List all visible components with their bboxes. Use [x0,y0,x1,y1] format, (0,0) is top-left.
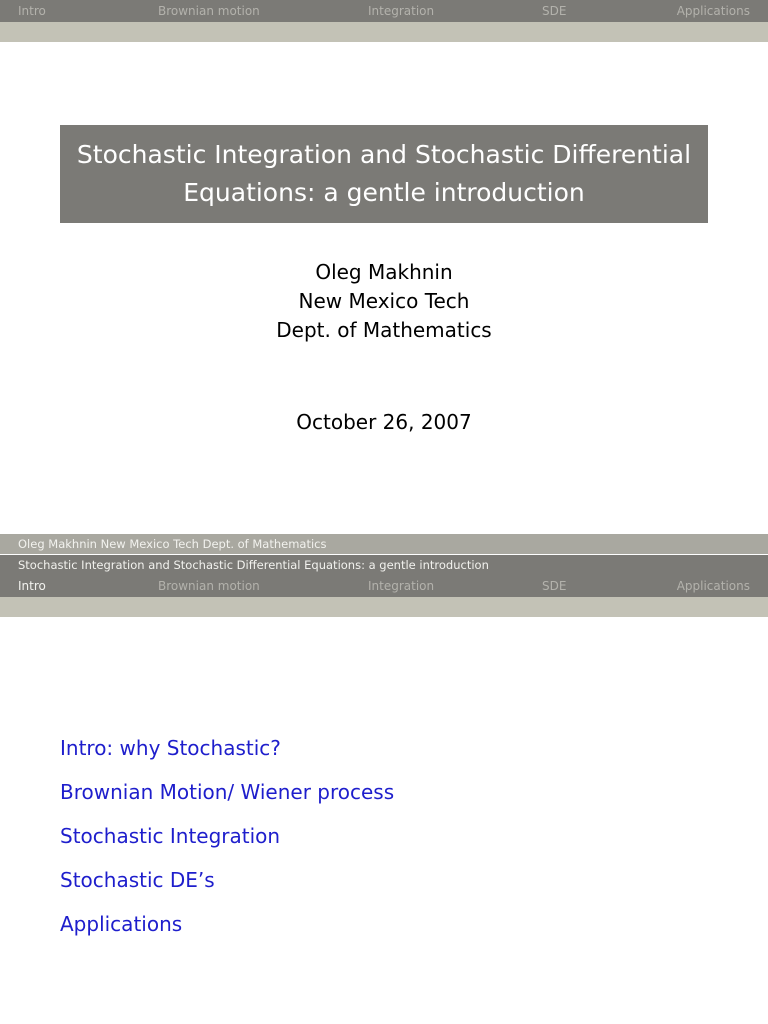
outline-item-stochastic-integration[interactable]: Stochastic Integration [60,824,281,848]
nav-link-integration[interactable]: Integration [368,4,435,18]
author-name: Oleg Makhnin [315,260,453,284]
nav-link-integration[interactable]: Integration [368,579,435,593]
second-slide-navigation-bar [0,575,768,597]
presentation-date: October 26, 2007 [296,410,472,434]
footer-authors: Oleg Makhnin New Mexico Tech Dept. of Mathematics [0,534,768,554]
author-department: Dept. of Mathematics [276,318,492,342]
nav-link-brownian-motion[interactable]: Brownian motion [158,579,260,593]
nav-link-applications[interactable]: Applications [676,579,750,593]
top-navigation-bar [0,0,768,22]
title-box [60,125,708,223]
outline-item-intro[interactable]: Intro: why Stochastic? [60,736,281,760]
nav-link-applications[interactable]: Applications [676,4,750,18]
nav-link-brownian-motion[interactable]: Brownian motion [158,4,260,18]
author-block [0,258,768,345]
presentation-title-line-2: Equations: a gentle introduction [183,178,585,207]
outline-item-stochastic-de[interactable]: Stochastic DE’s [60,868,215,892]
footer-title: Stochastic Integration and Stochastic Differential Equations: a gentle introduction [0,555,768,575]
nav-link-sde[interactable]: SDE [542,579,567,593]
second-slide-subsection-band [0,597,768,617]
outline-item-brownian-motion[interactable]: Brownian Motion/ Wiener process [60,780,395,804]
presentation-title-line-1: Stochastic Integration and Stochastic Differential [76,140,692,169]
header-subsection-band [0,22,768,42]
author-institution: New Mexico Tech [298,289,470,313]
outline-list [60,734,394,954]
nav-link-intro-active[interactable]: Intro [18,579,46,593]
nav-link-sde[interactable]: SDE [542,4,567,18]
outline-item-applications[interactable]: Applications [60,912,183,936]
nav-link-intro[interactable]: Intro [18,4,46,18]
